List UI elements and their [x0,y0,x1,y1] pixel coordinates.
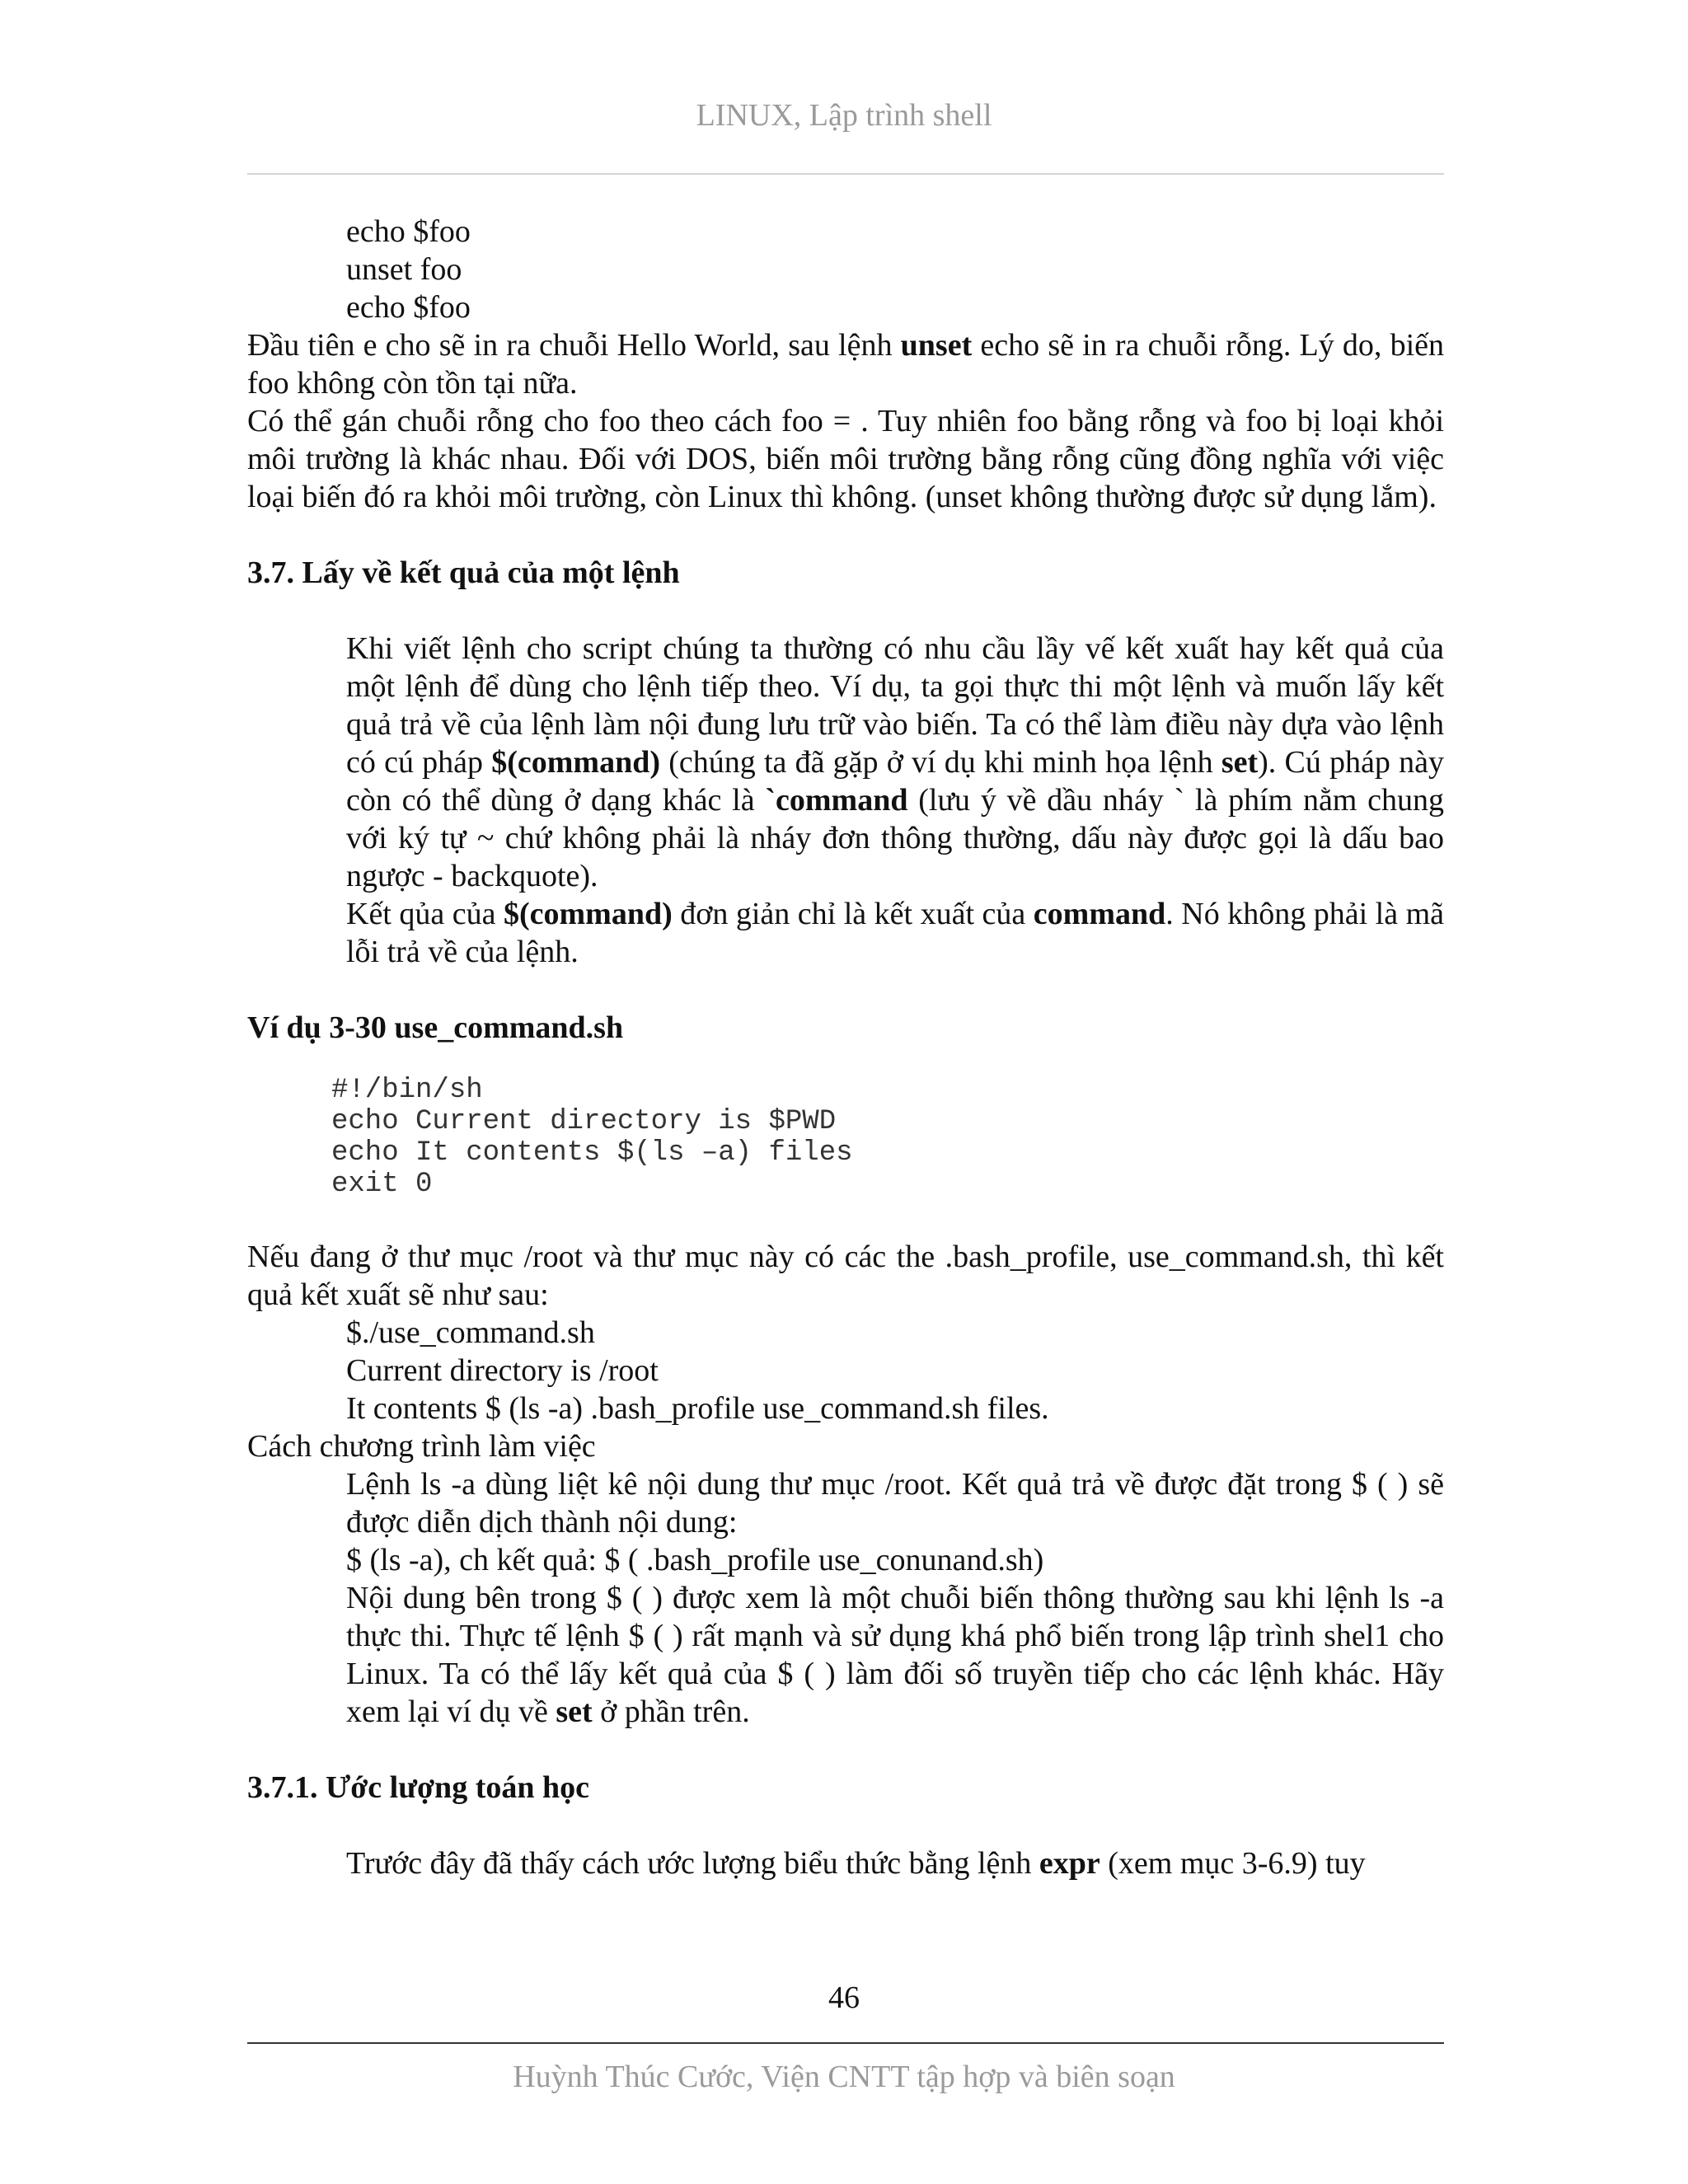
code-line: echo It contents $(ls –a) files [331,1137,853,1169]
code-line: echo Current directory is $PWD [331,1106,837,1137]
output-line: $./use_command.sh [346,1315,595,1350]
paragraph: Đầu tiên e cho sẽ in ra chuỗi Hello World, sau lệnh unset echo sẽ in ra chuỗi rỗng. Lý do, biến foo không còn tồn tại nữa. [247,328,1445,401]
paragraph: Lệnh ls -a dùng liệt kê nội dung thư mục /root. Kết quả trả về được đặt trong $ ( ) sẽ được diễn dịch thành nội dung: [346,1467,1444,1540]
code-line: echo $foo [346,214,471,249]
paragraph: Nội dung bên trong $ ( ) được xem là một chuỗi biến thông thường sau khi lệnh ls -a thực thi. Thực tế lệnh $ ( ) rất mạnh và sử dụng khá phổ biến trong lập trình shel1 cho Linux. Ta có thể lấy kết quả của $ ( ) làm đối số truyền tiếp cho các lệnh khác. Hãy xem lại ví dụ về set ở phần trên. [346,1581,1444,1729]
example-title: Ví dụ 3-30 use_command.sh [247,1010,624,1045]
code-line: echo $foo [346,290,471,325]
page-header: LINUX, Lập trình shell [696,98,992,133]
code-line: #!/bin/sh [331,1075,483,1106]
section-heading: 3.7.1. Ước lượng toán học [247,1770,589,1805]
section-heading: 3.7. Lấy về kết quả của một lệnh [247,555,680,590]
paragraph: Nếu đang ở thư mục /root và thư mục này có các the .bash_profile, use_command.sh, thì kết quả kết xuất sẽ như sau: [247,1240,1444,1312]
code-line: exit 0 [331,1169,433,1200]
paragraph: Trước đây đã thấy cách ước lượng biểu thức bằng lệnh expr (xem mục 3-6.9) tuy [346,1846,1366,1881]
paragraph: Kết qủa của $(command) đơn giản chỉ là kết xuất của command. Nó không phải là mã lỗi trả về của lệnh. [346,897,1445,969]
paragraph: $ (ls -a), ch kết quả: $ ( .bash_profile use_conunand.sh) [346,1543,1044,1577]
output-line: Current directory is /root [346,1353,659,1388]
paragraph: Khi viết lệnh cho script chúng ta thường có nhu cầu lầy vế kết xuất hay kết quả của một lệnh để dùng cho lệnh tiếp theo. Ví dụ, ta gọi thực thi một lệnh và muốn lấy kết quả trả về của lệnh làm nội đung lưu trữ vào biến. Ta có thể làm điều này dựa vào lệnh có cú pháp $(command) (chúng ta đã gặp ở ví dụ khi minh họa lệnh set). Cú pháp này còn có thể dùng ở dạng khác là `command (lưu ý về dầu nháy ` là phím nằm chung với ký tự ~ chứ không phải là nháy đơn thông thường, dấu này được gọi là dấu bao ngược - backquote). [346,631,1445,893]
code-line: unset foo [346,252,462,287]
page-content [247,213,1444,1882]
paragraph: Cách chương trình làm việc [247,1429,596,1464]
page-footer: Huỳnh Thúc Cước, Viện CNTT tập hợp và biên soạn [513,2060,1175,2094]
header-divider [247,173,1444,175]
footer-divider [247,2042,1444,2044]
code-block [247,1075,1444,1200]
paragraph: Có thể gán chuỗi rỗng cho foo theo cách foo = . Tuy nhiên foo bằng rỗng và foo bị loại khỏi môi trường là khác nhau. Đối với DOS, biến môi trường bằng rỗng cũng đồng nghĩa với việc loại biến đó ra khỏi môi trường, còn Linux thì không. (unset không thường được sử dụng lắm). [247,404,1444,514]
output-line: It contents $ (ls -a) .bash_profile use_command.sh files. [346,1391,1049,1426]
page-number: 46 [828,1980,860,2015]
